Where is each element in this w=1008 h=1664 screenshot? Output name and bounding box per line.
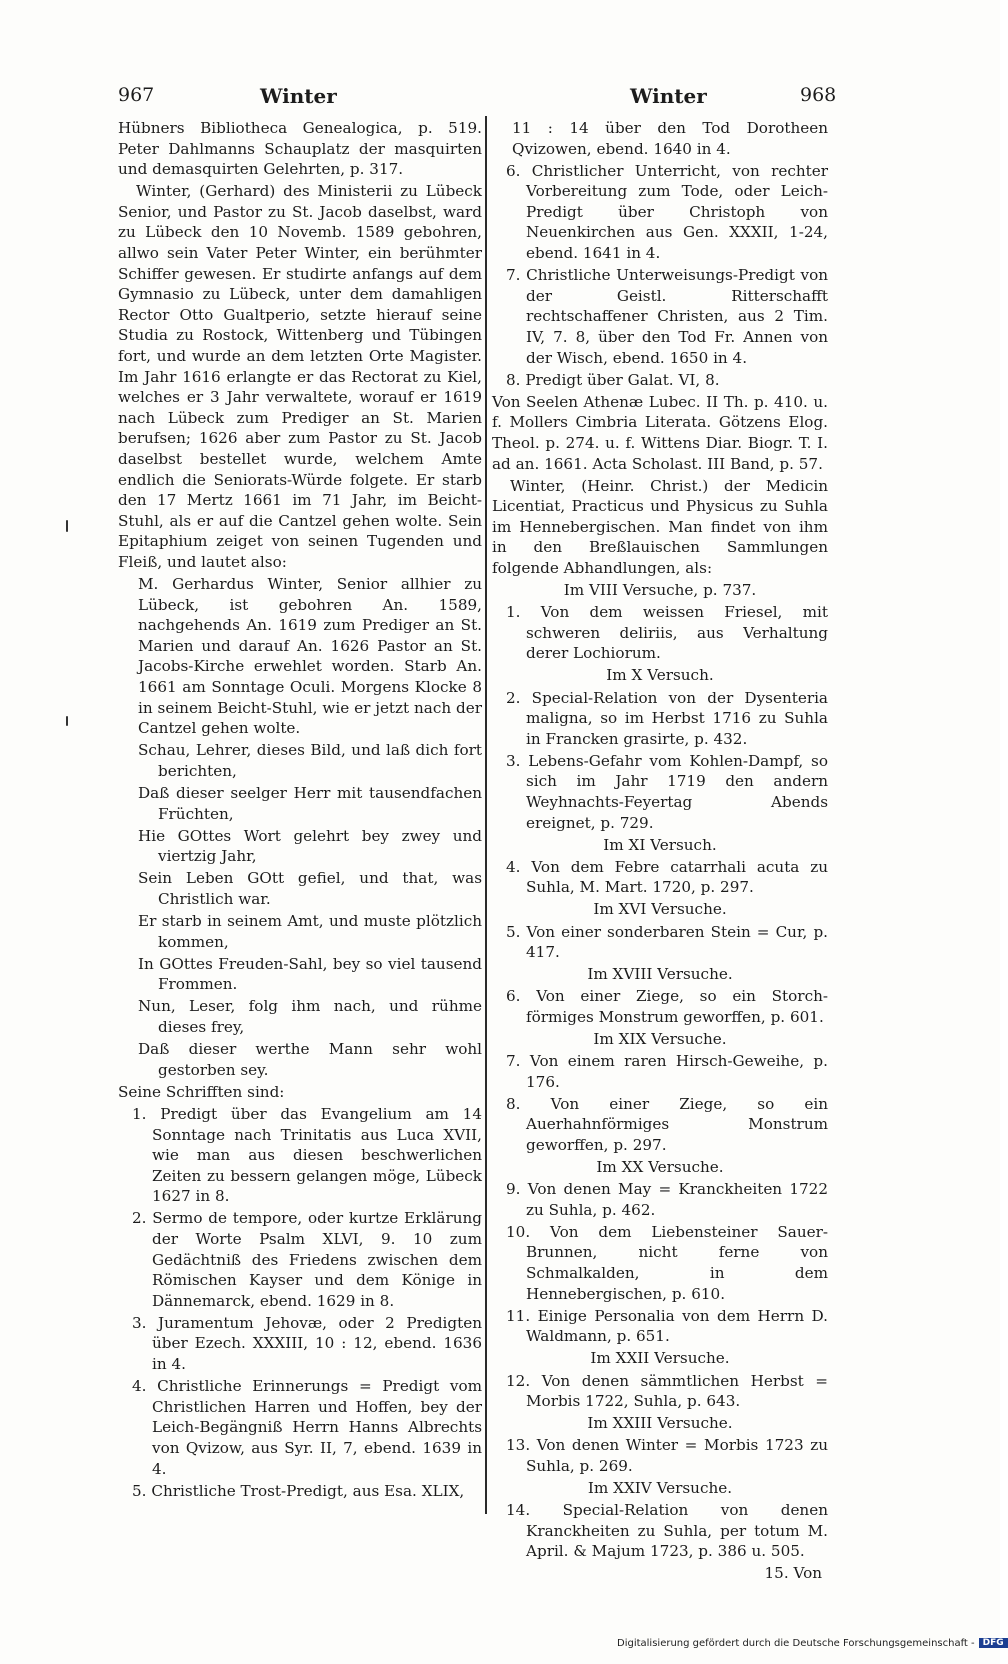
paragraph: 8. Von einer Ziege, so ein Auerhahnförmiges Monstrum geworffen, p. 297. (506, 1094, 828, 1154)
left-column (118, 118, 482, 1503)
paragraph: 7. Christliche Unterweisungs-Predigt von der Geistl. Ritterschafft rechtschaffener Christen, aus 2 Tim. IV, 7. 8, über den Tod Fr. Annen von der Wisch, ebend. 1650 in 4. (506, 266, 828, 367)
section-heading: Im XIX Versuche. (593, 1030, 727, 1049)
section-heading: Im XXIII Versuche. (587, 1414, 733, 1433)
paragraph: 9. Von denen May = Kranckheiten 1722 zu Suhla, p. 462. (506, 1180, 828, 1219)
section-heading: Im XXII Versuche. (590, 1349, 730, 1368)
paragraph: 2. Special-Relation von der Dysenteria maligna, so im Herbst 1716 zu Suhla in Francken grasirte, p. 432. (506, 688, 828, 748)
paragraph: 3. Juramentum Jehovæ, oder 2 Predigten über Ezech. XXXIII, 10 : 12, ebend. 1636 in 4. (132, 1313, 482, 1374)
page-number-left: 967 (118, 84, 155, 106)
section-heading: Im X Versuch. (606, 666, 714, 685)
paragraph: Von Seelen Athenæ Lubec. II Th. p. 410. u. f. Mollers Cimbria Literata. Götzens Elog. Theol. p. 274. u. f. Wittens Diar. Biogr. T. I. ad an. 1661. Acta Scholast. III Band, p. 57. (492, 392, 828, 473)
margin-mark (66, 716, 68, 726)
paragraph: 6. Von einer Ziege, so ein Storch-förmiges Monstrum geworffen, p. 601. (506, 987, 828, 1026)
paragraph: 1. Predigt über das Evangelium am 14 Sonntage nach Trinitatis aus Luca XVII, wie man aus diesen beschwerlichen Zeiten zu bessern gelangen möge, Lübeck 1627 in 8. (132, 1104, 482, 1206)
section-heading: Im XVI Versuche. (593, 900, 727, 919)
paragraph: Hie GOttes Wort gelehrt bey zwey und viertzig Jahr, (138, 826, 482, 866)
paragraph: Winter, (Heinr. Christ.) der Medicin Licentiat, Practicus und Physicus zu Suhla im Hennebergischen. Man findet von ihm in den Breßlauischen Sammlungen folgende Abhandlungen, als: (492, 476, 828, 577)
paragraph: 12. Von denen sämmtlichen Herbst = Morbis 1722, Suhla, p. 643. (506, 1371, 828, 1411)
dfg-logo: DFG (979, 1638, 1008, 1648)
section-heading: Im VIII Versuche, p. 737. (563, 581, 757, 600)
column-divider (485, 116, 487, 1514)
paragraph: 10. Von dem Liebensteiner Sauer-Brunnen, nicht ferne von Schmalkalden, in dem Hennebergischen, p. 610. (506, 1222, 828, 1303)
section-heading: Im XI Versuch. (603, 835, 717, 854)
paragraph: 11 : 14 über den Tod Dorotheen Qvizowen, ebend. 1640 in 4. (512, 119, 828, 158)
paragraph: 7. Von einem raren Hirsch-Geweihe, p. 176. (506, 1052, 828, 1091)
paragraph: 2. Sermo de tempore, oder kurtze Erklärung der Worte Psalm XLVI, 9. 10 zum Gedächtniß des Friedens zwischen dem Römischen Kayser und dem Könige in Dännemarck, ebend. 1629 in 8. (132, 1209, 482, 1310)
paragraph: 5. Christliche Trost-Predigt, aus Esa. XLIX, (132, 1481, 465, 1500)
paragraph: 8. Predigt über Galat. VI, 8. (506, 370, 720, 389)
page-number-right: 968 (800, 84, 837, 106)
paragraph: 6. Christlicher Unterricht, von rechter Vorbereitung zum Tode, oder Leich-Predigt über Christoph von Neuenkirchen aus Gen. XXXII, 1-24, ebend. 1641 in 4. (506, 161, 828, 263)
section-heading: Im XXIV Versuche. (587, 1479, 733, 1497)
margin-mark (66, 520, 68, 532)
paragraph: Winter, (Gerhard) des Ministerii zu Lübeck Senior, und Pastor zu St. Jacob daselbst, ward zu Lübeck den 10 Novemb. 1589 gebohren, allwo sein Vater Peter Winter, ein berühmter Schiffer gewesen. Er studirte anfangs auf dem Gymnasio zu Lübeck, unter dem damahligen Rector Otto Gualtperio, setzte hierauf seine Studia zu Rostock, Wittenberg und Tübingen fort, und wurde an dem letzten Orte Magister. Im Jahr 1616 erlangte er das Rectorat zu Kiel, welches er 3 Jahr verwaltete, worauf er 1619 nach Lübeck zum Prediger an St. Marien berufsen; 1626 aber zum Pastor zu St. Jacob daselbst bestellet wurde, welchem Amte endlich die Seniorats-Würde folgete. Er starb den 17 Mertz 1661 im 71 Jahr, im Beicht-Stuhl, als er auf die Cantzel gehen wolte. Sein Epitaphium zeiget von seinen Tugenden und Fleiß, und lautet also: (118, 182, 482, 571)
paragraph: Hübners Bibliotheca Genealogica, p. 519. Peter Dahlmanns Schauplatz der masquirten und demasquirten Gelehrten, p. 317. (118, 119, 482, 179)
right-column (492, 118, 828, 1585)
paragraph: Er starb in seinem Amt, und muste plötzlich kommen, (138, 912, 482, 951)
paragraph: 15. Von (764, 1564, 822, 1583)
running-title-left: Winter (260, 84, 337, 108)
paragraph: Daß dieser werthe Mann sehr wohl gestorben sey. (138, 1040, 482, 1079)
paragraph: 1. Von dem weissen Friesel, mit schweren deliriis, aus Verhaltung derer Lochiorum. (506, 603, 828, 663)
section-heading: Im XX Versuche. (596, 1158, 724, 1177)
section-heading: Im XVIII Versuche. (587, 965, 733, 984)
credit-text: Digitalisierung gefördert durch die Deutsche Forschungsgemeinschaft - (617, 1638, 975, 1649)
digitization-credit (617, 1638, 1008, 1649)
paragraph: 11. Einige Personalia von dem Herrn D. Waldmann, p. 651. (506, 1306, 828, 1346)
paragraph: 5. Von einer sonderbaren Stein = Cur, p. 417. (506, 922, 828, 962)
paragraph: Sein Leben GOtt gefiel, und that, was Christlich war. (138, 869, 482, 908)
paragraph: 13. Von denen Winter = Morbis 1723 zu Suhla, p. 269. (506, 1436, 828, 1475)
paragraph: 4. Von dem Febre catarrhali acuta zu Suhla, M. Mart. 1720, p. 297. (506, 857, 828, 897)
paragraph: 3. Lebens-Gefahr vom Kohlen-Dampf, so sich im Jahr 1719 den andern Weyhnachts-Feyertag Abends ereignet, p. 729. (506, 751, 828, 832)
paragraph: In GOttes Freuden-Sahl, bey so viel tausend Frommen. (138, 954, 482, 994)
paragraph: Schau, Lehrer, dieses Bild, und laß dich fort berichten, (138, 741, 482, 780)
paragraph: Seine Schrifften sind: (118, 1082, 285, 1101)
paragraph: 4. Christliche Erinnerungs = Predigt vom Christlichen Harren und Hoffen, bey der Leich-Begängniß Herrn Hanns Albrechts von Qvizow, aus Syr. II, 7, ebend. 1639 in 4. (132, 1377, 482, 1478)
running-title-right: Winter (630, 84, 707, 108)
paragraph: M. Gerhardus Winter, Senior allhier zu Lübeck, ist gebohren An. 1589, nachgehends An. 1619 zum Prediger an St. Marien und darauf An. 1626 Pastor an St. Jacobs-Kirche erwehlet worden. Starb An. 1661 am Sonntage Oculi. Morgens Klocke 8 in seinem Beicht-Stuhl, wie er jetzt nach der Cantzel gehen wolte. (138, 575, 482, 738)
paragraph: 14. Special-Relation von denen Kranckheiten zu Suhla, per totum M. April. & Majum 1723, p. 386 u. 505. (506, 1501, 828, 1561)
paragraph: Nun, Leser, folg ihm nach, und rühme dieses frey, (138, 997, 482, 1037)
paragraph: Daß dieser seelger Herr mit tausendfachen Früchten, (138, 784, 482, 823)
